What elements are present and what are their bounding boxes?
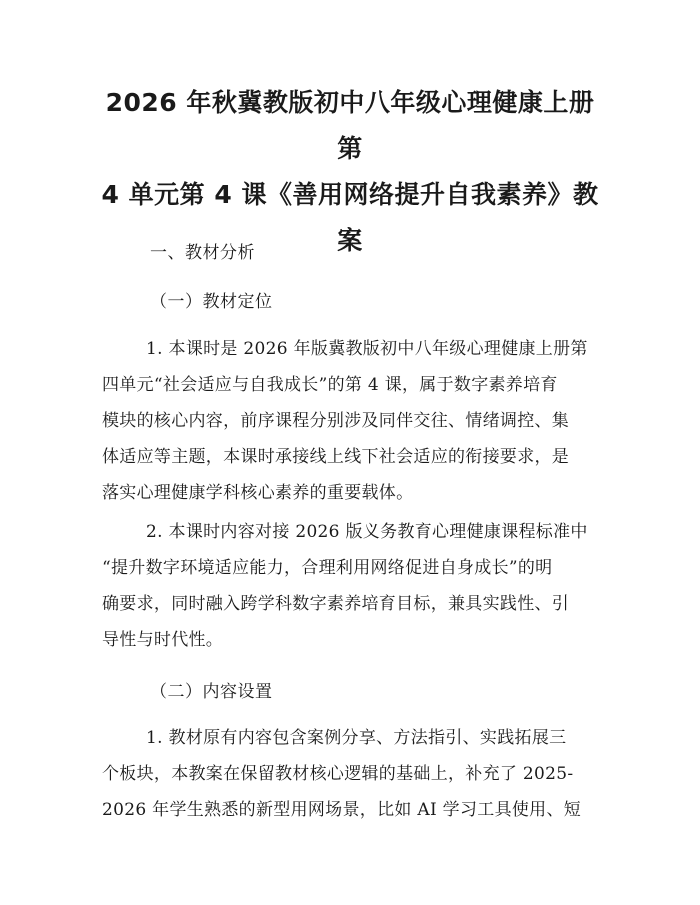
- title-line: 4 单元第 4 课《善用网络提升自我素养》教: [101, 180, 599, 209]
- section-heading-textbook-analysis: 一、教材分析: [150, 243, 255, 263]
- title-line: 2026 年秋冀教版初中八年级心理健康上册第: [105, 88, 595, 163]
- paragraph-3: [102, 720, 602, 828]
- paragraph-2: [102, 514, 602, 658]
- document-title: [95, 80, 605, 264]
- subsection-heading-content: （二）内容设置: [150, 682, 273, 702]
- paragraph-line: 四单元“社会适应与自我成长”的第 4 课，属于数字素养培育: [102, 375, 558, 395]
- paragraph-line: 2026 年学生熟悉的新型用网场景，比如 AI 学习工具使用、短: [102, 800, 582, 820]
- paragraph-line: 2. 本课时内容对接 2026 版义务教育心理健康课程标准中: [146, 522, 588, 542]
- title-line: 案: [337, 226, 363, 255]
- paragraph-line: 导性与时代性。: [102, 630, 224, 650]
- paragraph-line: 1. 本课时是 2026 年版冀教版初中八年级心理健康上册第: [146, 339, 588, 359]
- paragraph-1: [102, 331, 602, 511]
- subsection-heading-positioning: （一）教材定位: [150, 292, 273, 312]
- paragraph-line: 模块的核心内容，前序课程分别涉及同伴交往、情绪调控、集: [102, 411, 570, 431]
- paragraph-line: “提升数字环境适应能力，合理利用网络促进自身成长”的明: [102, 558, 553, 578]
- paragraph-line: 确要求，同时融入跨学科数字素养培育目标，兼具实践性、引: [102, 594, 570, 614]
- paragraph-line: 个板块，本教案在保留教材核心逻辑的基础上，补充了 2025-: [102, 764, 574, 784]
- paragraph-line: 体适应等主题，本课时承接线上线下社会适应的衔接要求，是: [102, 447, 570, 467]
- paragraph-line: 1. 教材原有内容包含案例分享、方法指引、实践拓展三: [146, 728, 567, 748]
- paragraph-line: 落实心理健康学科核心素养的重要载体。: [102, 483, 414, 503]
